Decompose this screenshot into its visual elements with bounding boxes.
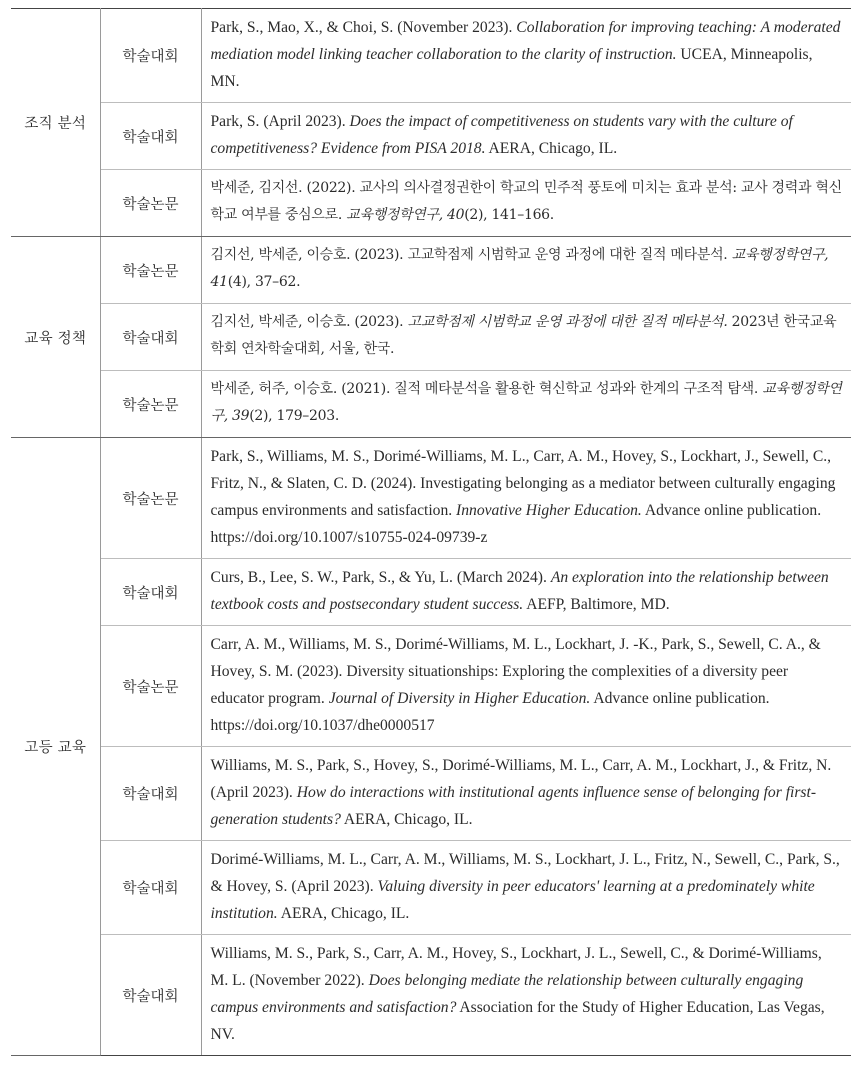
reference-cell <box>201 626 851 747</box>
reference-text: Park, S., Williams, M. S., Dorimé-Williams, M. L., Carr, A. M., Hovey, S., Lockhart, J., Sewell, C., Fritz, N., & Slaten, C. D. (2024). Investigating belonging as a mediator between culturally engaging campus environments and satisfaction. <box>210 448 836 519</box>
publication-type-cell: 학술대회 <box>100 9 201 103</box>
reference-venue: (2), 141–166. <box>464 207 554 223</box>
research-area-cell: 교육 정책 <box>11 237 100 438</box>
reference-venue: Association for the Study of Higher Education, Las Vegas, NV. <box>210 999 825 1043</box>
research-area-cell: 조직 분석 <box>11 9 100 237</box>
reference-cell <box>201 935 851 1056</box>
table-row <box>11 935 851 1056</box>
reference-cell <box>201 304 851 371</box>
publication-type-cell: 학술논문 <box>100 438 201 559</box>
reference-venue: (4), 37–62. <box>227 274 301 290</box>
reference-cell <box>201 237 851 304</box>
publication-type-cell: 학술대회 <box>100 559 201 626</box>
publication-type-cell: 학술논문 <box>100 626 201 747</box>
reference-cell <box>201 747 851 841</box>
reference-venue: (2), 179–203. <box>249 408 339 424</box>
reference-text: Carr, A. M., Williams, M. S., Dorimé-Williams, M. L., Lockhart, J. -K., Park, S., Sewell, C. A., & Hovey, S. M. (2023). Diversity situationships: Exploring the complexities of a diversity peer educator program. <box>210 636 821 707</box>
reference-venue: AERA, Chicago, IL. <box>485 140 618 157</box>
publication-type-cell: 학술대회 <box>100 841 201 935</box>
reference-text: Williams, M. S., Park, S., Hovey, S., Dorimé-Williams, M. L., Carr, A. M., Lockhart, J., & Fritz, N. (April 2023). <box>210 757 832 801</box>
reference-title: Does the impact of competitiveness on students vary with the culture of competitiveness? Evidence from PISA 2018. <box>210 113 793 157</box>
publication-type-cell: 학술대회 <box>100 304 201 371</box>
reference-cell <box>201 559 851 626</box>
reference-title: Valuing diversity in peer educators' learning at a predominately white institution. <box>210 878 815 922</box>
research-area-cell: 고등 교육 <box>11 438 100 1056</box>
reference-cell <box>201 103 851 170</box>
table-row <box>11 237 851 304</box>
reference-title: How do interactions with institutional agents influence sense of belonging for first-generation students? <box>210 784 817 828</box>
reference-cell <box>201 170 851 237</box>
reference-cell <box>201 841 851 935</box>
publication-type-cell: 학술대회 <box>100 747 201 841</box>
table-row <box>11 626 851 747</box>
publication-table <box>11 8 851 1056</box>
publication-type-cell: 학술논문 <box>100 170 201 237</box>
reference-text: Curs, B., Lee, S. W., Park, S., & Yu, L. (March 2024). <box>210 569 551 586</box>
reference-cell <box>201 438 851 559</box>
table-row <box>11 559 851 626</box>
reference-venue: Advance online publication. https://doi.org/10.1007/s10755-024-09739-z <box>210 502 822 546</box>
reference-venue: Advance online publication. https://doi.org/10.1037/dhe0000517 <box>210 690 770 734</box>
reference-text: 박세준, 김지선. (2022). 교사의 의사결정권한이 학교의 민주적 풍토에 미치는 효과 분석: 교사 경력과 혁신학교 여부를 중심으로. <box>210 180 842 223</box>
reference-text: Park, S., Mao, X., & Choi, S. (November 2023). <box>210 19 517 36</box>
reference-title: 교육행정학연구, 41 <box>210 247 829 290</box>
reference-title: Collaboration for improving teaching: A moderated mediation model linking teacher collaboration to the clarity of instruction. <box>210 19 841 63</box>
publication-type-cell: 학술논문 <box>100 371 201 438</box>
table-row <box>11 170 851 237</box>
publication-type-cell: 학술대회 <box>100 103 201 170</box>
reference-title: 고교학점제 시범학교 운영 과정에 대한 질적 메타분석. <box>407 314 728 330</box>
table-row <box>11 9 851 103</box>
reference-venue: UCEA, Minneapolis, MN. <box>210 46 813 90</box>
reference-title: 교육행정학연구, 40 <box>346 207 465 223</box>
reference-text: Dorimé-Williams, M. L., Carr, A. M., Williams, M. S., Lockhart, J. L., Fritz, N., Sewell, C., Park, S., & Hovey, S. (April 2023). <box>210 851 840 895</box>
reference-title: Innovative Higher Education. <box>456 502 642 519</box>
reference-text: 김지선, 박세준, 이승호. (2023). 고교학점제 시범학교 운영 과정에 대한 질적 메타분석. <box>210 247 732 263</box>
reference-venue: AERA, Chicago, IL. <box>340 811 473 828</box>
reference-title: Does belonging mediate the relationship between culturally engaging campus environments and satisfaction? <box>210 972 804 1016</box>
reference-cell <box>201 371 851 438</box>
table-row <box>11 304 851 371</box>
table-row <box>11 103 851 170</box>
table-row <box>11 841 851 935</box>
table-row <box>11 747 851 841</box>
reference-text: Park, S. (April 2023). <box>210 113 350 130</box>
reference-venue: AEFP, Baltimore, MD. <box>523 596 670 613</box>
reference-title: An exploration into the relationship between textbook costs and postsecondary student success. <box>210 569 829 613</box>
reference-title: Journal of Diversity in Higher Education. <box>328 690 591 707</box>
reference-venue: AERA, Chicago, IL. <box>277 905 410 922</box>
publication-type-cell: 학술논문 <box>100 237 201 304</box>
publication-type-cell: 학술대회 <box>100 935 201 1056</box>
reference-text: 김지선, 박세준, 이승호. (2023). <box>210 314 408 330</box>
reference-text: Williams, M. S., Park, S., Carr, A. M., Hovey, S., Lockhart, J. L., Sewell, C., & Dorimé-Williams, M. L. (November 2022). <box>210 945 822 989</box>
reference-venue: 2023년 한국교육학회 연차학술대회, 서울, 한국. <box>210 314 837 357</box>
table-row <box>11 371 851 438</box>
reference-text: 박세준, 허주, 이승호. (2021). 질적 메타분석을 활용한 혁신학교 성과와 한계의 구조적 탐색. <box>210 381 763 397</box>
reference-title: 교육행정학연구, 39 <box>210 381 842 424</box>
reference-cell <box>201 9 851 103</box>
table-row <box>11 438 851 559</box>
